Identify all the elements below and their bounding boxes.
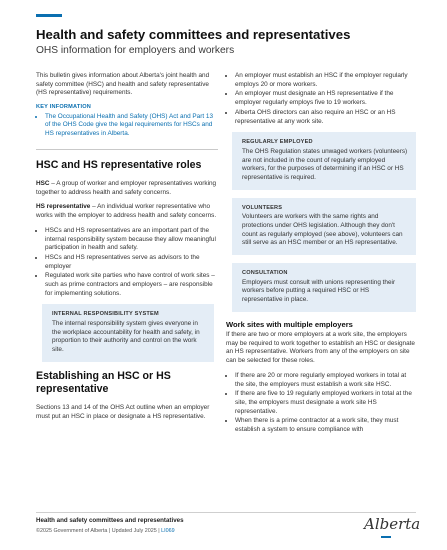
footer-doc-link[interactable]: LI069 <box>161 528 175 534</box>
logo-underline <box>381 536 391 538</box>
page-title: Health and safety committees and representatives <box>36 27 351 42</box>
box-body: Employers must consult with unions representing their workers before putting a required HSC or HS representative in place. <box>242 278 396 304</box>
list-item: • An employer must establish an HSC if the employer regularly employs 20 or more workers. <box>235 72 416 89</box>
multi-employer-paragraph: If there are two or more employers at a work site, the employers may be required to work together to establish an HSC or designate an HS representative. Workers from any of the employers on site can be selected for these roles. <box>226 331 415 365</box>
divider <box>36 149 218 150</box>
footer-divider <box>36 512 416 513</box>
footer-title: Health and safety committees and representatives <box>36 517 184 524</box>
establish-heading: Establishing an HSC or HS representative <box>36 369 171 396</box>
hsrep-definition <box>36 203 218 220</box>
volunteers-box <box>232 198 416 255</box>
consultation-box <box>232 263 416 312</box>
roles-list <box>36 227 218 299</box>
list-item: • Regulated work site parties who have control of work sites – such as prime contractors and employers – are responsible for implementing solutions. <box>45 272 218 298</box>
multi-employer-heading: Work sites with multiple employers <box>226 319 353 329</box>
hsrep-def-text: – An individual worker representative who works with the employer to address health and safety concerns. <box>36 203 217 220</box>
roles-heading: HSC and HS representative roles <box>36 158 202 171</box>
list-item: • HSCs and HS representatives are an important part of the internal responsibility system because they allow meaningful participation in health and safety. <box>45 227 218 253</box>
left-column <box>36 72 218 428</box>
footer-copyright: ©2025 Government of Alberta | Updated July 2025 | <box>36 528 162 534</box>
page-subtitle: OHS information for employers and workers <box>36 45 235 56</box>
requirements-list <box>226 72 416 126</box>
key-information-link[interactable]: • The Occupational Health and Safety (OHS) Act and Part 13 of the OHS Code give the legal requirements for HSCs and HS representatives in Alberta. <box>45 113 218 139</box>
list-item: • Alberta OHS directors can also require an HSC or an HS representative at any work site. <box>235 109 416 126</box>
hsc-term: HSC <box>36 180 50 188</box>
irs-box-body: The internal responsibility system gives everyone in the workplace accountability for health and safety, in proportion to their authority and control on the work site. <box>52 320 200 354</box>
alberta-logo: Alberta <box>364 515 421 533</box>
box-body: The OHS Regulation states unwaged workers (volunteers) are not included in the count of regularly employed workers, for the purposes of determining if an HSC or HS representative is required. <box>242 147 408 181</box>
right-column <box>226 72 416 441</box>
key-information-title: KEY INFORMATION <box>36 104 92 111</box>
box-title: VOLUNTEERS <box>242 204 283 211</box>
hsrep-term: HS representative <box>36 203 91 211</box>
list-item: • An employer must designate an HS representative if the employer regularly employs five to 19 workers. <box>235 90 416 107</box>
footer-meta <box>36 528 175 534</box>
multi-employer-list <box>226 372 416 435</box>
box-title: CONSULTATION <box>242 270 288 277</box>
regularly-employed-box <box>232 132 416 189</box>
box-body: Volunteers are workers with the same rights and protections under OHS legislation. Although they don't count as regularly employed (see above), volunteers can still serve as an HSC member or an HS representative. <box>242 213 403 247</box>
box-title: REGULARLY EMPLOYED <box>242 139 313 146</box>
list-item: • If there are five to 19 regularly employed workers in total at the site, the employers must designate a work site HS representative. <box>235 390 416 416</box>
accent-bar <box>36 14 62 17</box>
list-item: • If there are 20 or more regularly employed workers in total at the site, the employers must establish a work site HSC. <box>235 372 416 389</box>
irs-callout-box <box>42 304 214 361</box>
hsc-def-text: – A group of worker and employer representatives working together to address health and safety concerns. <box>36 180 217 196</box>
intro-paragraph: This bulletin gives information about Alberta's joint health and safety committee (HSC) and health and safety representative (HS representative) requirements. <box>36 72 210 97</box>
hsc-definition <box>36 180 218 197</box>
irs-box-title: INTERNAL RESPONSIBILITY SYSTEM <box>52 311 159 318</box>
list-item: • When there is a prime contractor at a work site, they must establish a system to ensure compliance with <box>235 417 416 434</box>
key-information <box>36 104 218 139</box>
establish-paragraph: Sections 13 and 14 of the OHS Act outline when an employer must put an HSC in place or designate a HS representative. <box>36 404 210 421</box>
list-item: • HSCs and HS representatives serve as advisors to the employer <box>45 254 218 271</box>
